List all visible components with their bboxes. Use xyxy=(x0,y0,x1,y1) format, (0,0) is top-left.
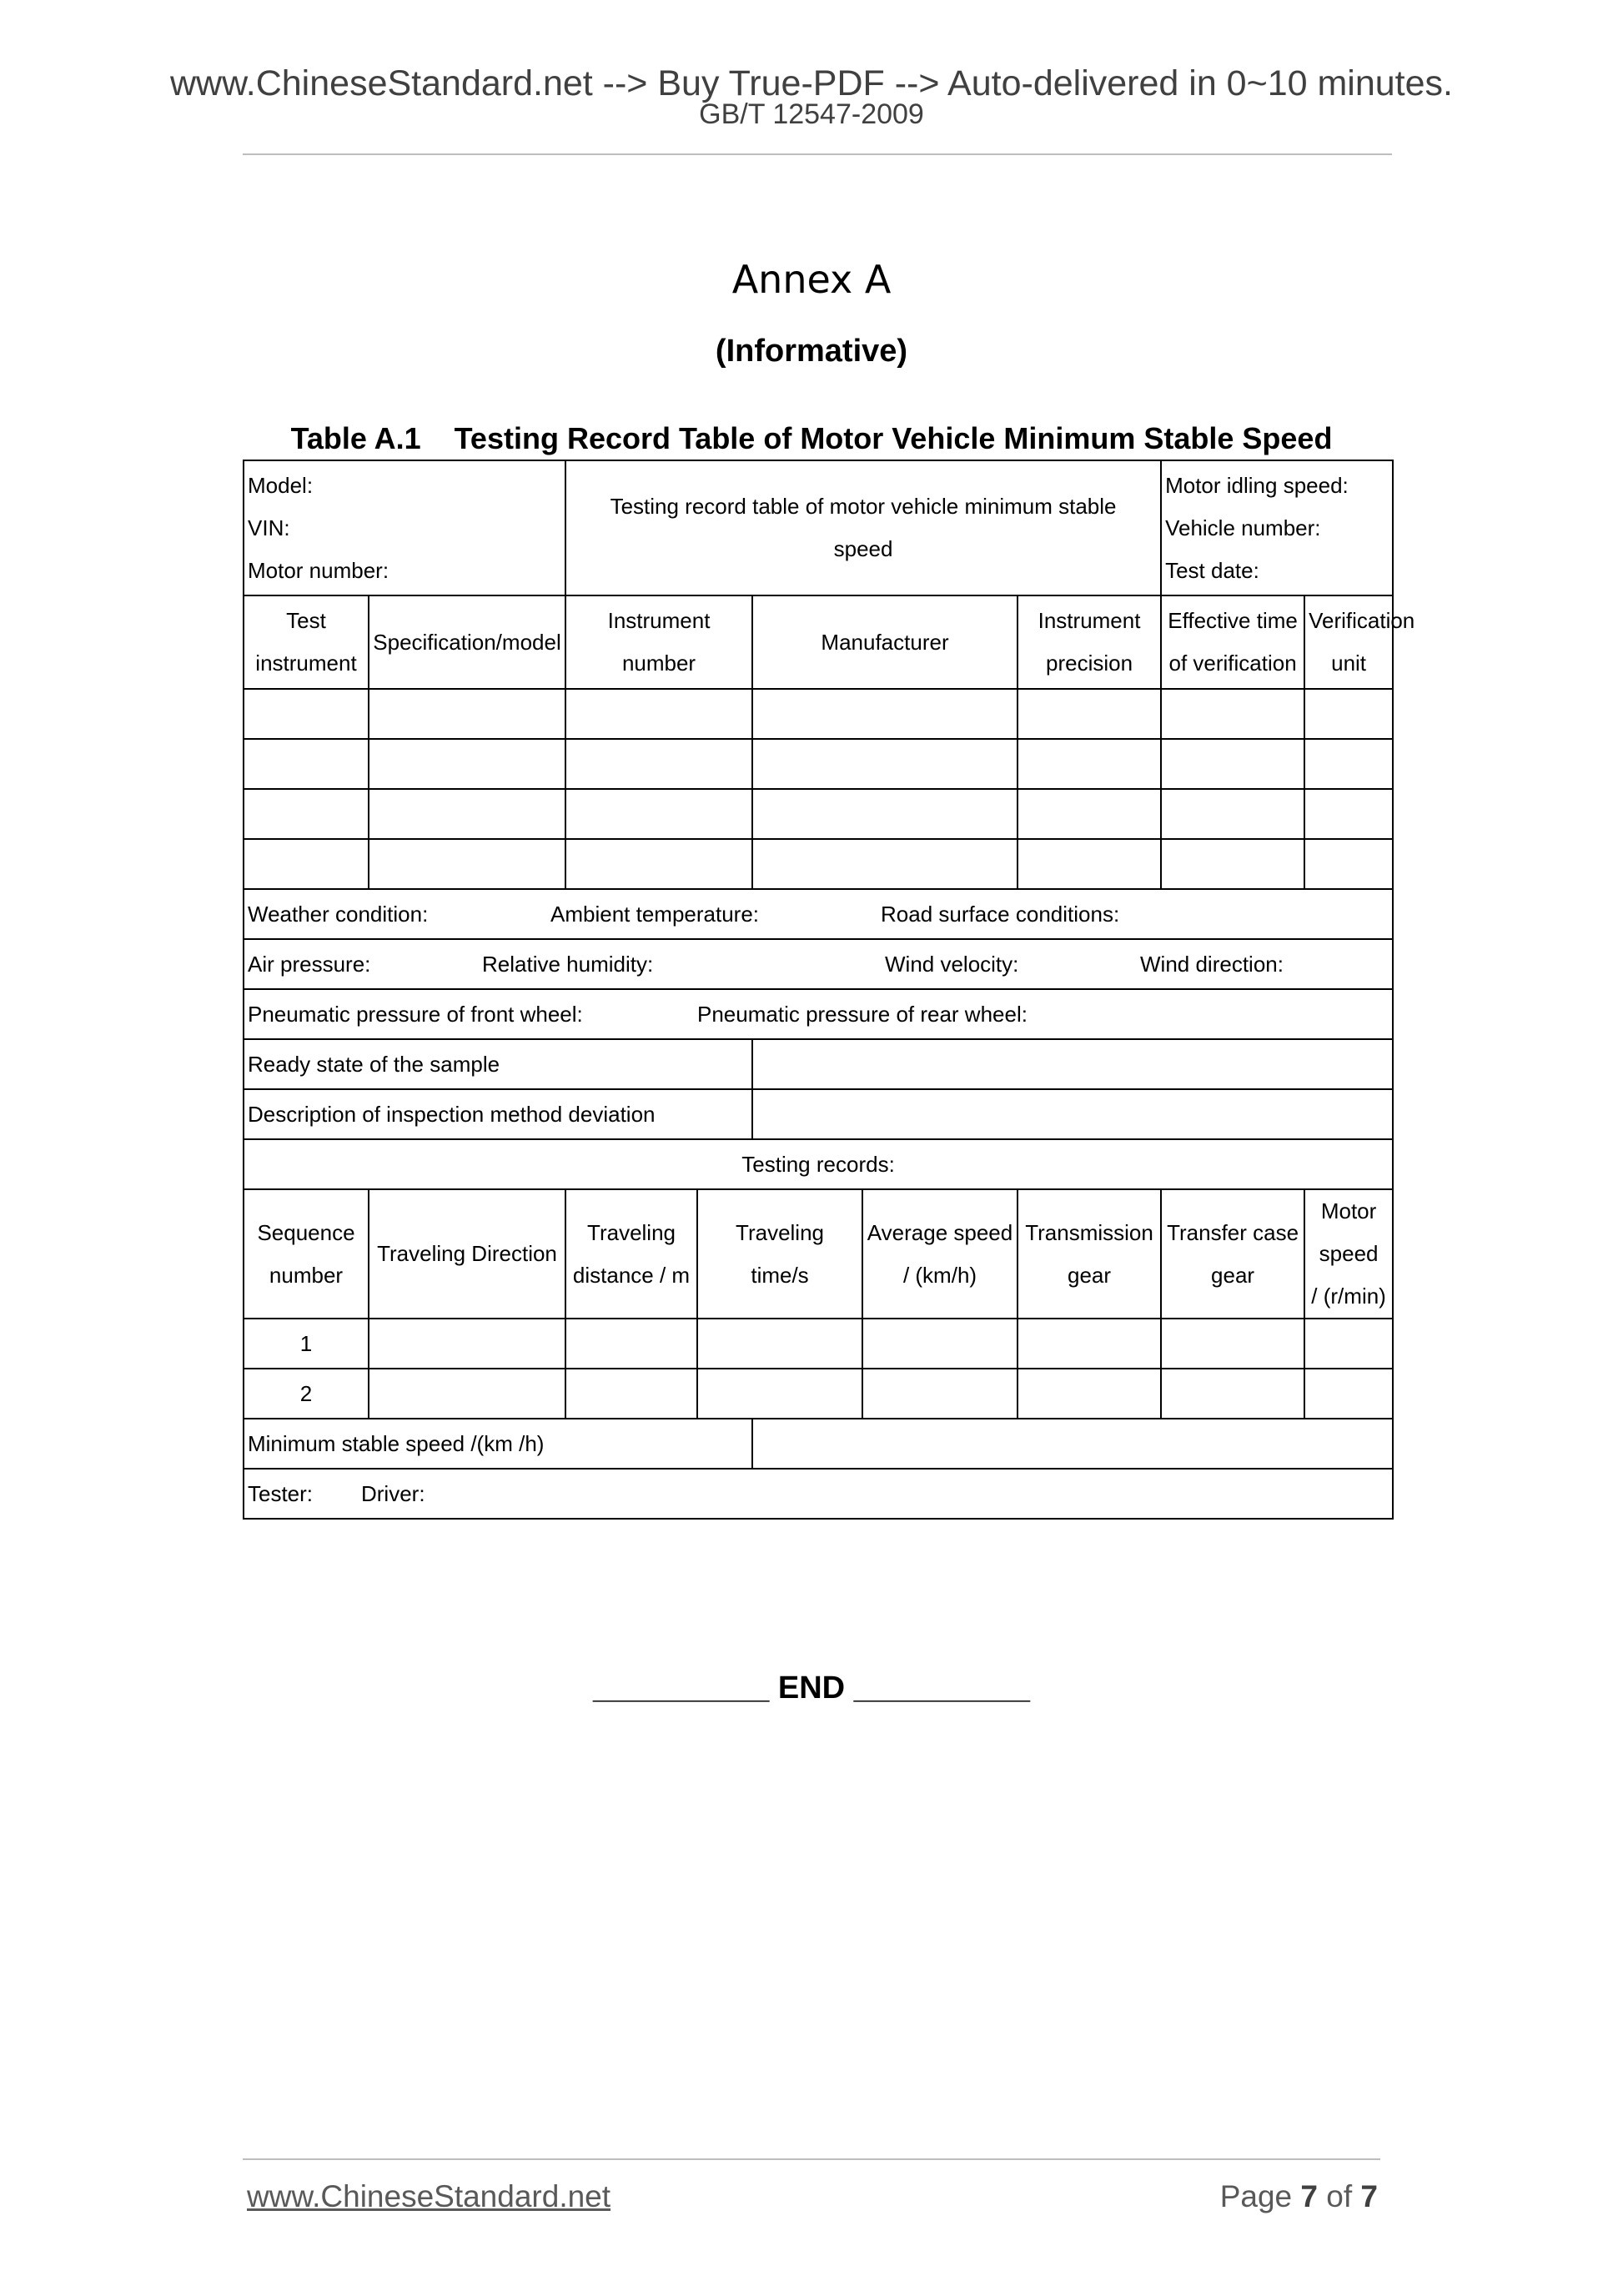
signature-row xyxy=(244,1469,1393,1519)
blank-cell xyxy=(565,689,752,739)
header-text: Specification/model xyxy=(373,629,561,655)
ambient-temperature-label: Ambient temperature: xyxy=(550,901,760,927)
record-table-name-line: speed xyxy=(833,536,893,561)
page-of: of xyxy=(1326,2179,1353,2213)
table-row xyxy=(244,939,1393,989)
header-text: Motor speed xyxy=(1319,1198,1379,1266)
table-row xyxy=(244,739,1393,789)
header-transfer-case-gear xyxy=(1161,1189,1304,1319)
header-text: Transmission xyxy=(1025,1219,1153,1245)
model-label: Model: xyxy=(248,472,314,498)
blank-cell xyxy=(1161,739,1304,789)
table-row xyxy=(244,1039,1393,1089)
table-row xyxy=(244,839,1393,889)
header-text: of verification xyxy=(1168,651,1297,676)
table-row xyxy=(244,1189,1393,1319)
test-date-label: Test date: xyxy=(1165,557,1259,583)
header-instrument-number xyxy=(565,595,752,689)
blank-cell xyxy=(1018,739,1161,789)
minimum-stable-speed-value xyxy=(752,1419,1393,1469)
tester-label: Tester: xyxy=(248,1480,314,1506)
blank-cell xyxy=(565,839,752,889)
blank-cell xyxy=(1018,789,1161,839)
header-text: Average speed xyxy=(867,1219,1013,1245)
footer-divider xyxy=(243,2158,1380,2160)
header-text: time/s xyxy=(751,1262,809,1288)
rear-wheel-pressure-label: Pneumatic pressure of rear wheel: xyxy=(697,1001,1028,1027)
weather-conditions-row xyxy=(244,889,1393,939)
deviation-label: Description of inspection method deviation xyxy=(244,1089,752,1139)
record-table-name-cell xyxy=(565,460,1161,595)
end-marker: __________ END __________ xyxy=(592,1671,1031,1706)
header-test-instrument xyxy=(244,595,369,689)
blank-cell xyxy=(1018,689,1161,739)
page-number xyxy=(1168,2179,1378,2214)
header-specification-model xyxy=(369,595,565,689)
blank-cell xyxy=(1304,839,1393,889)
header-text: number xyxy=(621,651,696,676)
blank-cell xyxy=(244,739,369,789)
blank-cell xyxy=(565,739,752,789)
header-instrument-precision xyxy=(1018,595,1161,689)
deviation-value xyxy=(752,1089,1393,1139)
blank-cell xyxy=(244,839,369,889)
table-row xyxy=(244,689,1393,739)
header-text: precision xyxy=(1046,651,1133,676)
blank-cell xyxy=(1161,789,1304,839)
front-wheel-pressure-label: Pneumatic pressure of front wheel: xyxy=(248,1001,583,1027)
page-current: 7 xyxy=(1300,2179,1318,2213)
blank-cell xyxy=(1018,1369,1161,1419)
blank-cell xyxy=(244,689,369,739)
relative-humidity-label: Relative humidity: xyxy=(482,951,654,977)
header-text: instrument xyxy=(255,651,357,676)
vehicle-number-label: Vehicle number: xyxy=(1165,515,1321,540)
tire-pressure-row xyxy=(244,989,1393,1039)
motor-number-label: Motor number: xyxy=(248,557,389,583)
table-row xyxy=(244,1469,1393,1519)
table-row xyxy=(244,889,1393,939)
header-text: Transfer case xyxy=(1167,1219,1299,1245)
table-row xyxy=(244,460,1393,595)
header-text: Sequence xyxy=(257,1219,355,1245)
table-row xyxy=(244,595,1393,689)
table-row xyxy=(244,1419,1393,1469)
vin-label: VIN: xyxy=(248,515,290,540)
header-transmission-gear xyxy=(1018,1189,1161,1319)
weather-condition-label: Weather condition: xyxy=(248,901,429,927)
header-text: Test xyxy=(286,608,326,633)
header-banner: www.ChineseStandard.net --> Buy True-PDF --> Auto-delivered in 0~10 minutes. xyxy=(169,63,1453,103)
annex-title: Annex A xyxy=(731,257,892,302)
table-row xyxy=(244,1139,1393,1189)
annex-subtitle: (Informative) xyxy=(715,334,908,369)
sequence-number-cell: 2 xyxy=(244,1369,369,1419)
blank-cell xyxy=(369,789,565,839)
air-conditions-row xyxy=(244,939,1393,989)
testing-records-heading: Testing records: xyxy=(244,1139,1393,1189)
table-row xyxy=(244,789,1393,839)
ready-state-value xyxy=(752,1039,1393,1089)
road-surface-label: Road surface conditions: xyxy=(881,901,1120,927)
ready-state-label: Ready state of the sample xyxy=(244,1039,752,1089)
table-row xyxy=(244,1369,1393,1419)
blank-cell xyxy=(1161,1369,1304,1419)
footer-link[interactable]: www.ChineseStandard.net xyxy=(247,2179,611,2213)
page-prefix: Page xyxy=(1219,2179,1293,2213)
blank-cell xyxy=(1018,1319,1161,1369)
header-text: / (r/min) xyxy=(1311,1284,1386,1309)
header-text: Manufacturer xyxy=(821,629,949,655)
blank-cell xyxy=(862,1369,1018,1419)
air-pressure-label: Air pressure: xyxy=(248,951,371,977)
header-text: Verification xyxy=(1309,608,1415,633)
header-text: Instrument xyxy=(607,608,711,633)
header-manufacturer xyxy=(752,595,1018,689)
blank-cell xyxy=(369,839,565,889)
header-text: number xyxy=(269,1262,344,1288)
blank-cell xyxy=(244,789,369,839)
header-text: Instrument xyxy=(1038,608,1141,633)
vehicle-info-cell xyxy=(244,460,565,595)
header-text: Traveling Direction xyxy=(377,1241,557,1266)
motor-idling-speed-label: Motor idling speed: xyxy=(1165,472,1349,498)
blank-cell xyxy=(752,739,1018,789)
blank-cell xyxy=(1304,739,1393,789)
blank-cell xyxy=(1304,689,1393,739)
blank-cell xyxy=(565,1319,697,1369)
record-table-name-line: Testing record table of motor vehicle minimum stable xyxy=(610,494,1117,519)
standard-code: GB/T 12547-2009 xyxy=(699,98,924,130)
table-row xyxy=(244,1319,1393,1369)
blank-cell xyxy=(697,1319,862,1369)
header-text: gear xyxy=(1068,1262,1112,1288)
wind-direction-label: Wind direction: xyxy=(1140,951,1284,977)
sequence-number-cell: 1 xyxy=(244,1319,369,1369)
page-total: 7 xyxy=(1360,2179,1378,2213)
table-row xyxy=(244,1089,1393,1139)
blank-cell xyxy=(1304,1369,1393,1419)
header-traveling-direction xyxy=(369,1189,565,1319)
header-text: unit xyxy=(1331,651,1367,676)
header-motor-speed xyxy=(1304,1189,1393,1319)
blank-cell xyxy=(1304,789,1393,839)
header-text: gear xyxy=(1211,1262,1255,1288)
blank-cell xyxy=(697,1369,862,1419)
testing-record-table xyxy=(243,460,1415,1520)
header-text: Effective time xyxy=(1168,608,1298,633)
blank-cell xyxy=(1161,689,1304,739)
driver-label: Driver: xyxy=(361,1480,425,1506)
blank-cell xyxy=(1304,1319,1393,1369)
minimum-stable-speed-label: Minimum stable speed /(km /h) xyxy=(244,1419,752,1469)
blank-cell xyxy=(369,1369,565,1419)
header-text: Traveling xyxy=(736,1219,824,1245)
blank-cell xyxy=(565,1369,697,1419)
header-text: Traveling xyxy=(587,1219,676,1245)
blank-cell xyxy=(752,789,1018,839)
header-traveling-time xyxy=(697,1189,862,1319)
header-average-speed xyxy=(862,1189,1018,1319)
blank-cell xyxy=(565,789,752,839)
blank-cell xyxy=(1018,839,1161,889)
blank-cell xyxy=(369,739,565,789)
header-divider xyxy=(243,153,1392,155)
header-verification-unit xyxy=(1304,595,1415,689)
header-sequence-number xyxy=(244,1189,369,1319)
blank-cell xyxy=(369,689,565,739)
blank-cell xyxy=(752,689,1018,739)
blank-cell xyxy=(862,1319,1018,1369)
header-text: / (km/h) xyxy=(902,1262,977,1288)
blank-cell xyxy=(1161,1319,1304,1369)
table-row xyxy=(244,989,1393,1039)
test-info-cell xyxy=(1161,460,1393,595)
wind-velocity-label: Wind velocity: xyxy=(885,951,1019,977)
table-title: Table A.1 Testing Record Table of Motor Vehicle Minimum Stable Speed xyxy=(290,421,1333,455)
blank-cell xyxy=(752,839,1018,889)
header-traveling-distance xyxy=(565,1189,697,1319)
header-text: distance / m xyxy=(572,1262,691,1288)
header-effective-time xyxy=(1161,595,1304,689)
blank-cell xyxy=(369,1319,565,1369)
blank-cell xyxy=(1161,839,1304,889)
